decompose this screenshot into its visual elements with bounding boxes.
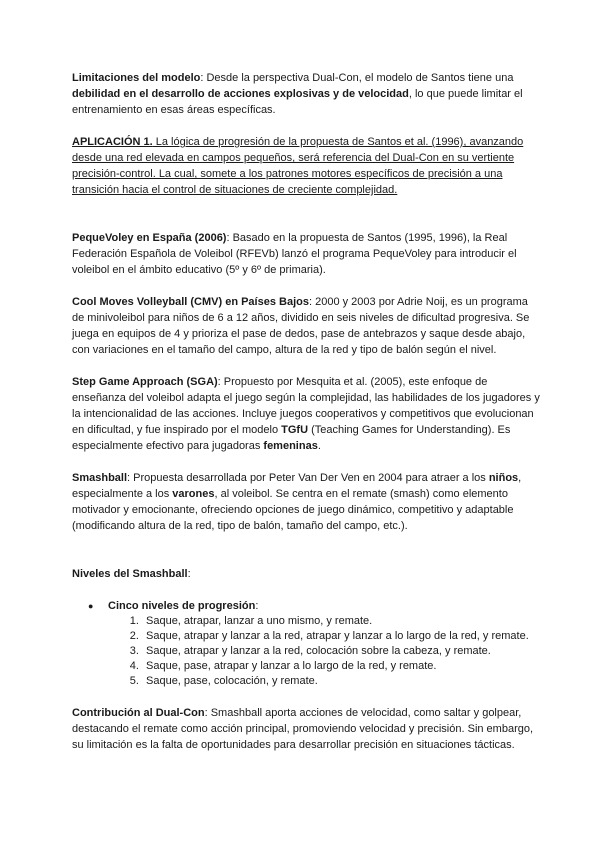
list-item: 2. Saque, atrapar y lanzar a la red, atrapar y lanzar a lo largo de la red, y remate. bbox=[142, 629, 540, 644]
paragraph-step-game: Step Game Approach (SGA): Propuesto por Mesquita et al. (2005), este enfoque de enseñanza del voleibol adapta el juego según la complejidad, las habilidades de los jugadores y la intencionalidad de las acciones. Incluye juegos cooperativos y competitivos que evolucionan en dificultad, y fue inspirado por el modelo TGfU (Teaching Games for Understanding). Es especialmente efectivo para jugadoras femeninas. bbox=[72, 376, 540, 452]
heading-niveles-smashball: Niveles del Smashball: bbox=[72, 568, 191, 580]
paragraph-pequevoley: PequeVoley en España (2006): Basado en la propuesta de Santos (1995, 1996), la Real Federación Española de Voleibol (RFEVb) lanzó el programa PequeVoley para introducir el voleibol en el ámbito educativo (5º y 6º de primaria). bbox=[72, 232, 517, 276]
paragraph-contribucion: Contribución al Dual-Con: Smashball aporta acciones de velocidad, como saltar y golpear, destacando el remate como acción principal, promoviendo velocidad y precisión. Sin embargo, su limitación es la falta de oportunidades para desarrollar precisión en situaciones tácticas. bbox=[72, 707, 534, 751]
levels-list bbox=[72, 614, 540, 689]
paragraph-smashball: Smashball: Propuesta desarrollada por Peter Van Der Ven en 2004 para atraer a los niños, especialmente a los varones, al voleibol. Se centra en el remate (smash) como elemento motivador y emocionante, ofreciendo opciones de juego dinámico, competitivo y adaptable (modificando altura de la red, tipo de balón, tamaño del campo, etc.). bbox=[72, 472, 522, 532]
list-item: 5. Saque, pase, colocación, y remate. bbox=[142, 674, 540, 689]
list-item: 4. Saque, pase, atrapar y lanzar a lo largo de la red, y remate. bbox=[142, 659, 540, 674]
paragraph-aplicacion-1: APLICACIÓN 1. La lógica de progresión de la propuesta de Santos et al. (1996), avanzando desde una red elevada en campos pequeños, será referencia del Dual-Con en su vertiente precisión-control. La cual, somete a los patrones motores específicos de precisión a una transición hacia el control de situaciones de creciente complejidad. bbox=[72, 136, 524, 196]
bullet-icon: ● bbox=[88, 601, 94, 611]
paragraph-limitaciones: Limitaciones del modelo: Desde la perspectiva Dual-Con, el modelo de Santos tiene una debilidad en el desarrollo de acciones explosivas y de velocidad, lo que puede limitar el entrenamiento en esas áreas específicas. bbox=[72, 72, 523, 116]
paragraph-cool-moves: Cool Moves Volleyball (CMV) en Países Bajos: 2000 y 2003 por Adrie Noij, es un programa de minivoleibol para niños de 6 a 12 años, dividido en seis niveles de dificultad progresiva. Se juega en equipos de 4 y prioriza el pase de dedos, pase de antebrazos y saque desde abajo, con variaciones en el tamaño del campo, altura de la red y tipo de balón según el nivel. bbox=[72, 296, 530, 356]
bullet-cinco-niveles: ● Cinco niveles de progresión: bbox=[88, 600, 259, 612]
list-item: 1. Saque, atrapar, lanzar a uno mismo, y remate. bbox=[142, 614, 540, 629]
list-item: 3. Saque, atrapar y lanzar a la red, colocación sobre la cabeza, y remate. bbox=[142, 644, 540, 659]
